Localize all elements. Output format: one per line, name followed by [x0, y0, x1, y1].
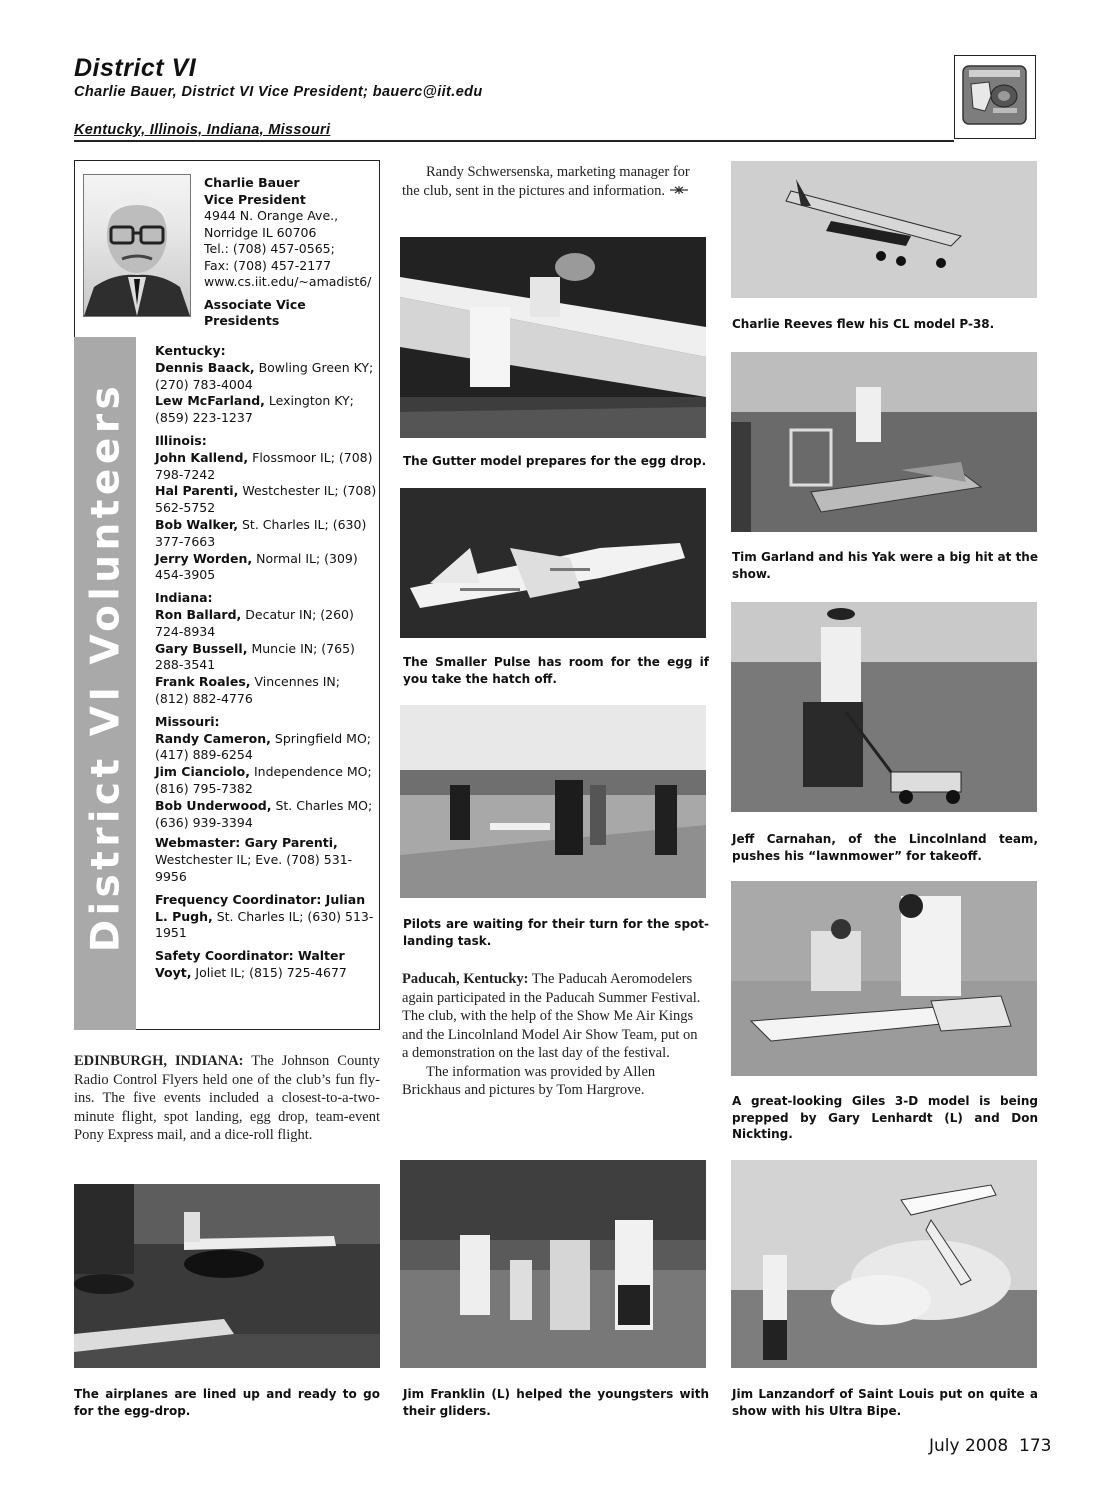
volunteer-name: Ron Ballard, — [155, 606, 242, 622]
district-logo-icon — [954, 55, 1036, 139]
article-lead: Paducah, Kentucky: — [402, 971, 529, 987]
vp-fax: Fax: (708) 457-2177 — [204, 257, 332, 273]
volunteer-entry — [155, 835, 377, 885]
vp-contact — [204, 175, 379, 330]
photo-tim-garland-yak — [731, 352, 1037, 532]
volunteer-entry — [155, 551, 377, 585]
volunteer-info: Flossmoor IL; (708) 798-7242 — [155, 449, 373, 482]
volunteer-entry — [155, 948, 377, 982]
page-subtitle: Charlie Bauer, District VI Vice President; bauerc@iit.edu — [74, 84, 483, 100]
volunteer-entry — [155, 483, 377, 517]
end-mark-icon — [669, 185, 689, 195]
states-heading: Kentucky, Illinois, Indiana, Missouri — [74, 122, 331, 138]
caption: Jeff Carnahan, of the Lincolnland team, pushes his “lawnmower” for takeoff. — [732, 832, 1038, 863]
volunteer-info: Muncie IN; (765) 288-3541 — [155, 640, 355, 673]
volunteer-entry — [155, 731, 377, 765]
volunteer-name: Lew McFarland, — [155, 393, 265, 409]
volunteer-info: Springfield MO; (417) 889-6254 — [155, 730, 372, 763]
caption: Jim Lanzandorf of Saint Louis put on quite a show with his Ultra Bipe. — [732, 1387, 1038, 1418]
volunteer-entry — [155, 764, 377, 798]
caption: Tim Garland and his Yak were a big hit at the show. — [732, 550, 1038, 581]
volunteer-entry — [155, 517, 377, 551]
volunteer-name: Randy Cameron, — [155, 730, 271, 746]
volunteer-entry — [155, 607, 377, 641]
volunteer-info: Vincennes IN; (812) 882-4776 — [155, 674, 340, 706]
caption: Pilots are waiting for their turn for the spot-landing task. — [403, 917, 709, 948]
volunteer-entry — [155, 641, 377, 675]
avp-heading: Associate Vice Presidents — [204, 296, 306, 328]
page-title: District VI — [74, 54, 197, 82]
volunteer-name: Bob Underwood, — [155, 797, 272, 813]
volunteer-name: John Kallend, — [155, 449, 249, 465]
caption: Charlie Reeves flew his CL model P-38. — [732, 317, 995, 331]
volunteer-name: Bob Walker, — [155, 516, 239, 532]
article-lead: EDINBURGH, INDIANA: — [74, 1053, 244, 1069]
volunteer-info: Lexington KY; (859) 223-1237 — [155, 393, 354, 426]
vp-address-line: Norridge IL 60706 — [204, 224, 317, 240]
caption: A great-looking Giles 3-D model is being prepped by Gary Lenhardt (L) and Don Nickting. — [732, 1094, 1038, 1141]
vp-name: Charlie Bauer — [204, 175, 300, 190]
volunteer-info: Decatur IN; (260) 724-8934 — [155, 606, 354, 639]
volunteer-name: Dennis Baack, — [155, 359, 255, 375]
photo-pilots-waiting — [400, 705, 706, 898]
volunteer-name: Gary Bussell, — [155, 640, 248, 656]
webmaster-label: Webmaster: Gary Parenti, — [155, 835, 338, 851]
volunteer-name: Frank Roales, — [155, 674, 251, 690]
volunteer-info: St. Charles MO; (636) 939-3394 — [155, 797, 373, 830]
state-heading: Kentucky: — [155, 343, 226, 358]
state-heading: Missouri: — [155, 713, 220, 729]
photo-charlie-reeves-p38 — [731, 161, 1037, 298]
caption: The airplanes are lined up and ready to go for the egg-drop. — [74, 1387, 380, 1418]
volunteer-info: St. Charles IL; (630) 513-1951 — [155, 908, 374, 941]
volunteer-entry — [155, 360, 377, 394]
volunteer-name: Jerry Worden, — [155, 550, 253, 566]
page-folio: July 2008 173 — [929, 1436, 1052, 1456]
vp-portrait — [83, 174, 191, 317]
safety-label: Safety Coordinator: Walter Voyt, — [155, 948, 345, 980]
sidebar-title: District VI Volunteers — [83, 381, 129, 953]
volunteer-entry — [155, 393, 377, 427]
photo-jeff-carnahan-lawnmower — [731, 602, 1037, 812]
volunteer-info: Bowling Green KY; (270) 783-4004 — [155, 359, 374, 392]
volunteer-info: Joliet IL; (815) 725-4677 — [191, 964, 347, 980]
photo-giles-3d-model — [731, 881, 1037, 1076]
frequency-label: Frequency Coordinator: Julian L. Pugh, — [155, 891, 366, 924]
volunteer-list — [155, 343, 377, 982]
volunteer-info: Westchester IL; Eve. (708) 531-9956 — [155, 852, 353, 884]
article-body: The Johnson County Radio Control Flyers held one of the club’s fun fly-ins. The five events included a closest-to-a-two-minute flight, spot landing, egg drop, team-event Pony Express mail, and a dice-roll flight. — [74, 1053, 380, 1143]
photo-gutter-model — [400, 237, 706, 438]
photo-ultra-bipe — [731, 1160, 1037, 1368]
photo-smaller-pulse — [400, 488, 706, 638]
vp-website: www.cs.iit.edu/~amadist6/ — [204, 274, 372, 289]
header-rule — [74, 140, 954, 142]
article-body: The Paducah Aeromodelers again participated in the Paducah Summer Festival. The club, with the help of the Show Me Air Kings and the Lincolnland Model Air Show Team, put on a demonstration on the last day of the festival. — [402, 971, 701, 1061]
volunteer-info: St. Charles IL; (630) 377-7663 — [155, 516, 367, 549]
caption: The Gutter model prepares for the egg drop. — [403, 454, 707, 468]
randy-paragraph — [402, 163, 702, 200]
volunteer-name: Hal Parenti, — [155, 483, 239, 499]
vp-phone: Tel.: (708) 457-0565; — [204, 241, 335, 256]
paducah-article — [402, 970, 702, 1100]
volunteer-name: Jim Cianciolo, — [155, 764, 251, 780]
volunteer-info: Independence MO; (816) 795-7382 — [155, 764, 372, 796]
volunteer-entry — [155, 892, 377, 942]
vp-role: Vice President — [204, 191, 306, 207]
volunteer-info: Normal IL; (309) 454-3905 — [155, 550, 358, 583]
vp-address-line: 4944 N. Orange Ave., — [204, 208, 339, 223]
volunteer-entry — [155, 450, 377, 484]
caption: Jim Franklin (L) helped the youngsters with their gliders. — [403, 1387, 709, 1418]
caption: The Smaller Pulse has room for the egg if you take the hatch off. — [403, 655, 709, 686]
paducah-paragraph — [402, 970, 702, 1063]
paducah-credit: The information was provided by Allen Brickhaus and pictures by Tom Hargrove. — [402, 1063, 656, 1098]
photo-airplanes-lined-up — [74, 1184, 380, 1368]
volunteer-info: Westchester IL; (708) 562-5752 — [155, 483, 377, 516]
photo-jim-franklin — [400, 1160, 706, 1368]
paragraph-text: Randy Schwersenska, marketing manager for the club, sent in the pictures and information. — [402, 164, 690, 199]
volunteer-entry — [155, 674, 377, 708]
edinburgh-article — [74, 1052, 380, 1145]
state-heading: Indiana: — [155, 590, 213, 606]
state-heading: Illinois: — [155, 432, 207, 448]
volunteer-entry — [155, 798, 377, 832]
